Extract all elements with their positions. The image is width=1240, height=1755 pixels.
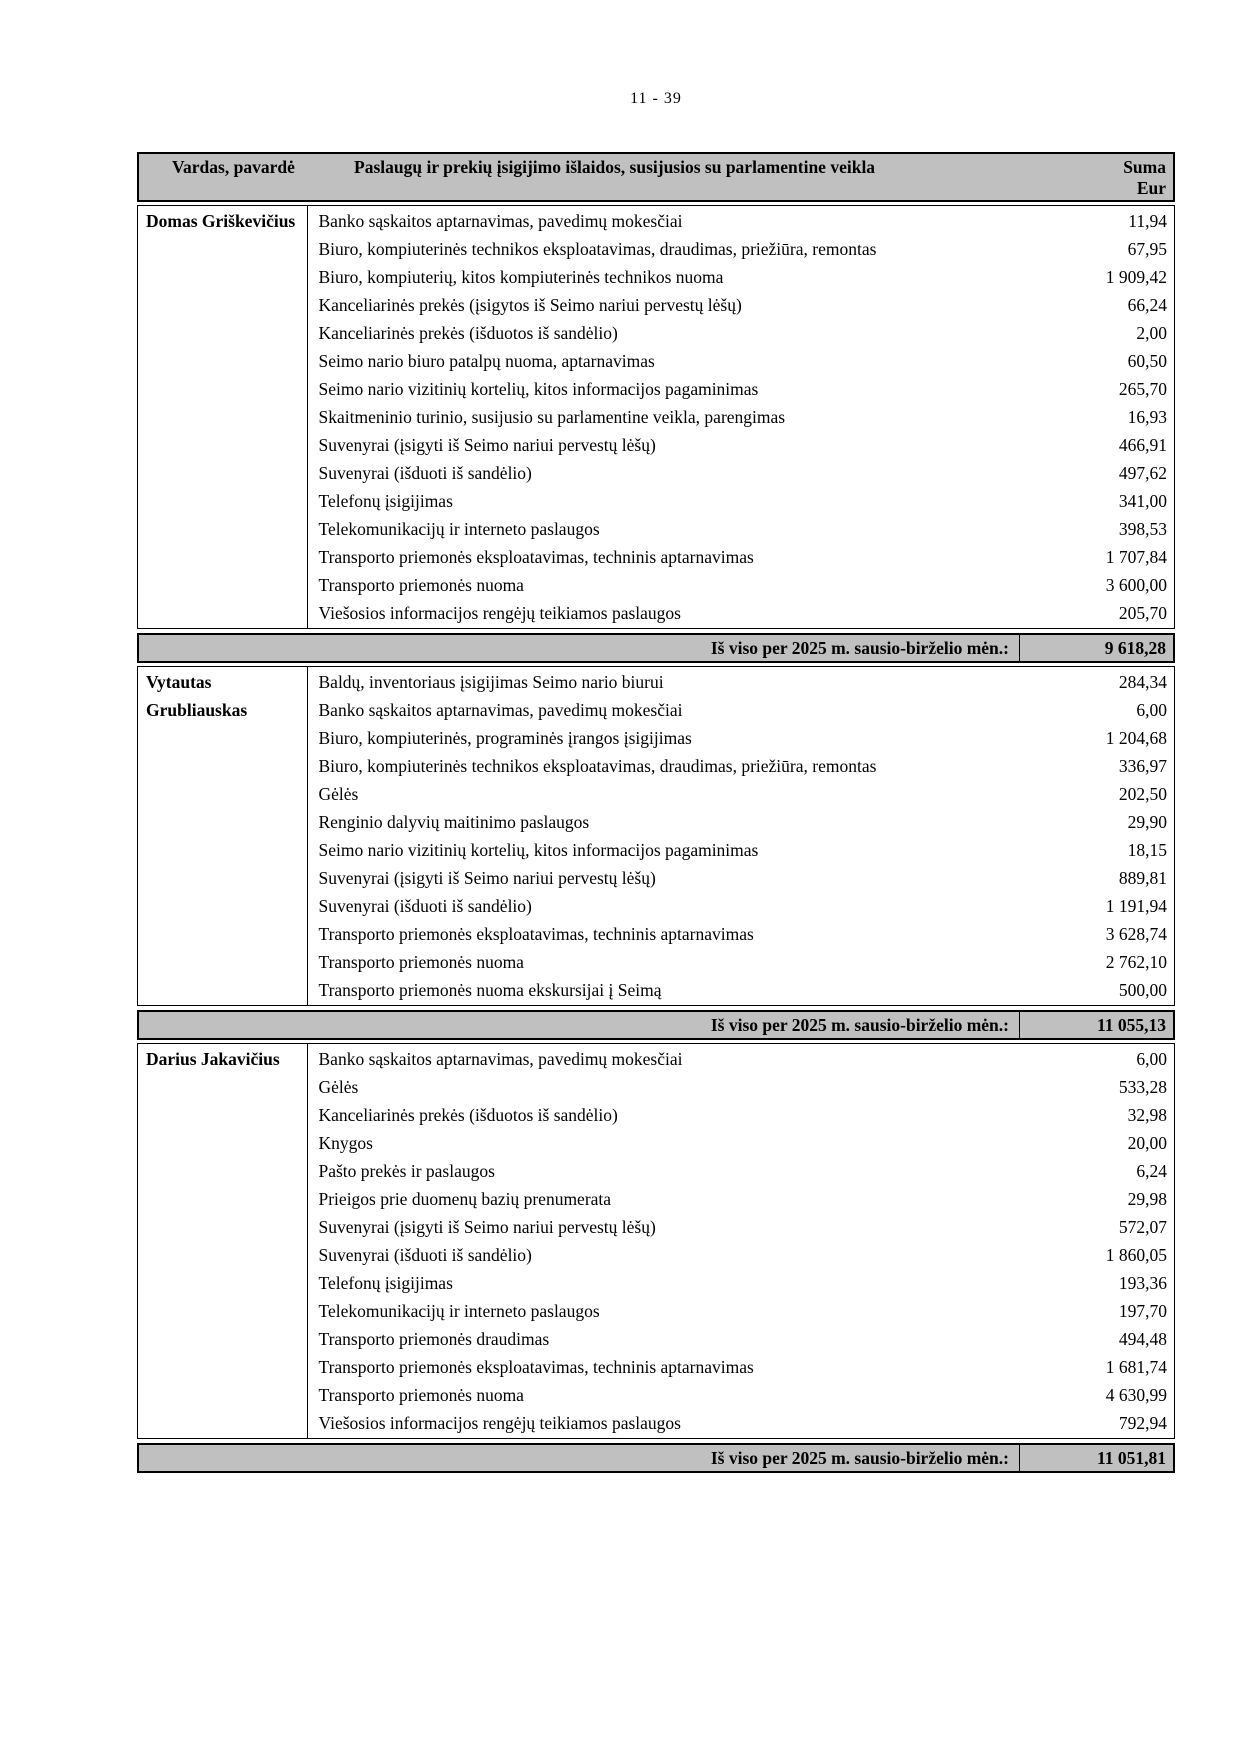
member-name-line: Vytautas [146, 672, 212, 692]
section-body [137, 205, 1175, 629]
section-total-label: Iš viso per 2025 m. sausio-birželio mėn.: [139, 635, 1020, 661]
member-name-line: Grubliauskas [146, 700, 248, 720]
page-number: 11 - 39 [630, 90, 682, 107]
expense-amount: 29,98 [1127, 1189, 1167, 1209]
header-sum-line2: Eur [1136, 178, 1166, 198]
header-expenses-column: Paslaugų ir prekių įsigijimo išlaidos, susijusios su parlamentine veikla [354, 157, 876, 177]
expense-description: Prieigos prie duomenų bazių prenumerata [318, 1189, 612, 1209]
expense-row [310, 543, 1175, 571]
expense-row [310, 487, 1175, 515]
table-sections [137, 202, 1175, 1473]
expense-row [310, 1129, 1175, 1157]
section-total-value: 11 055,13 [1096, 1015, 1166, 1035]
expense-amount: 3 628,74 [1105, 924, 1167, 944]
expense-description: Telekomunikacijų ir interneto paslaugos [318, 1301, 600, 1321]
expense-amount: 1 204,68 [1105, 728, 1167, 748]
expense-amount: 1 860,05 [1105, 1245, 1167, 1265]
expense-amount: 4 630,99 [1105, 1385, 1167, 1405]
section-body [137, 1043, 1175, 1439]
expense-row [310, 1325, 1175, 1353]
expense-row [310, 1269, 1175, 1297]
expense-description: Skaitmeninio turinio, susijusio su parlamentine veikla, parengimas [318, 407, 786, 427]
expense-amount: 792,94 [1118, 1413, 1167, 1433]
expense-description: Gėlės [318, 784, 359, 804]
section-total-row [137, 1443, 1175, 1473]
expense-row [310, 780, 1175, 808]
expense-row [310, 836, 1175, 864]
expense-description: Suvenyrai (išduoti iš sandėlio) [318, 896, 532, 916]
expense-row [310, 1157, 1175, 1185]
expense-amount: 197,70 [1118, 1301, 1167, 1321]
expense-section [137, 666, 1175, 1040]
expense-description: Pašto prekės ir paslaugos [318, 1161, 495, 1181]
expense-table [137, 152, 1175, 1473]
expense-amount: 572,07 [1118, 1217, 1167, 1237]
expense-row [310, 892, 1175, 920]
expense-row [310, 1353, 1175, 1381]
expense-section [137, 205, 1175, 663]
expense-description: Biuro, kompiuterių, kitos kompiuterinės technikos nuoma [318, 267, 724, 287]
expense-amount: 193,36 [1118, 1273, 1167, 1293]
expense-description: Biuro, kompiuterinės technikos eksploatavimas, draudimas, priežiūra, remontas [318, 756, 877, 776]
expense-row [310, 1185, 1175, 1213]
expense-row [310, 1381, 1175, 1409]
section-total-label: Iš viso per 2025 m. sausio-birželio mėn.: [139, 1012, 1020, 1038]
expense-amount: 18,15 [1127, 840, 1167, 860]
expense-description: Seimo nario vizitinių kortelių, kitos informacijos pagaminimas [318, 840, 759, 860]
expense-amount: 2 762,10 [1105, 952, 1167, 972]
expense-row [310, 1297, 1175, 1325]
expense-description: Biuro, kompiuterinės, programinės įrangos įsigijimas [318, 728, 692, 748]
expense-row [310, 1073, 1175, 1101]
expense-row [310, 599, 1175, 627]
expense-row [310, 724, 1175, 752]
expense-amount: 20,00 [1127, 1133, 1167, 1153]
member-name [138, 667, 308, 1005]
expense-description: Banko sąskaitos aptarnavimas, pavedimų mokesčiai [318, 211, 683, 231]
expense-row [310, 375, 1175, 403]
section-body [137, 666, 1175, 1006]
expense-row [310, 668, 1175, 696]
expense-description: Knygos [318, 1133, 373, 1153]
expense-amount: 500,00 [1118, 980, 1167, 1000]
header-name-column: Vardas, pavardė [172, 157, 295, 177]
expense-amount: 1 909,42 [1105, 267, 1167, 287]
section-total-row [137, 633, 1175, 663]
table-header-row [137, 152, 1175, 202]
expense-row [310, 808, 1175, 836]
expense-row [310, 1045, 1175, 1073]
expense-amount: 6,24 [1136, 1161, 1167, 1181]
expense-row [310, 752, 1175, 780]
expense-description: Viešosios informacijos rengėjų teikiamos paslaugos [318, 1413, 681, 1433]
expense-amount: 67,95 [1127, 239, 1167, 259]
expense-amount: 533,28 [1118, 1077, 1167, 1097]
expense-row [310, 1241, 1175, 1269]
expense-row [310, 515, 1175, 543]
expense-row [310, 948, 1175, 976]
expense-amount: 466,91 [1118, 435, 1167, 455]
expense-row [310, 1409, 1175, 1437]
header-sum-line1: Suma [1123, 157, 1166, 177]
expense-description: Suvenyrai (įsigyti iš Seimo nariui pervestų lėšų) [318, 868, 656, 888]
expense-rows [310, 206, 1175, 628]
expense-row [310, 319, 1175, 347]
expense-description: Banko sąskaitos aptarnavimas, pavedimų mokesčiai [318, 1049, 683, 1069]
expense-amount: 16,93 [1127, 407, 1167, 427]
expense-amount: 205,70 [1118, 603, 1167, 623]
expense-description: Transporto priemonės eksploatavimas, techninis aptarnavimas [318, 924, 754, 944]
expense-amount: 889,81 [1118, 868, 1167, 888]
header-sum-column [1123, 157, 1166, 199]
expense-row [310, 431, 1175, 459]
expense-description: Transporto priemonės nuoma ekskursijai į Seimą [318, 980, 662, 1000]
section-total-value: 11 051,81 [1096, 1448, 1166, 1468]
expense-row [310, 571, 1175, 599]
expense-amount: 66,24 [1127, 295, 1167, 315]
expense-description: Banko sąskaitos aptarnavimas, pavedimų mokesčiai [318, 700, 683, 720]
expense-amount: 494,48 [1118, 1329, 1167, 1349]
expense-description: Baldų, inventoriaus įsigijimas Seimo nario biurui [318, 672, 664, 692]
expense-description: Gėlės [318, 1077, 359, 1097]
expense-rows [310, 1044, 1175, 1438]
expense-description: Transporto priemonės nuoma [318, 952, 524, 972]
expense-description: Kanceliarinės prekės (išduotos iš sandėlio) [318, 1105, 618, 1125]
expense-description: Suvenyrai (įsigyti iš Seimo nariui pervestų lėšų) [318, 435, 656, 455]
expense-amount: 11,94 [1128, 211, 1167, 231]
expense-row [310, 263, 1175, 291]
expense-description: Transporto priemonės nuoma [318, 1385, 524, 1405]
section-total-value: 9 618,28 [1104, 638, 1166, 658]
expense-amount: 6,00 [1136, 700, 1167, 720]
expense-row [310, 1101, 1175, 1129]
expense-description: Transporto priemonės eksploatavimas, techninis aptarnavimas [318, 1357, 754, 1377]
expense-description: Transporto priemonės draudimas [318, 1329, 550, 1349]
expense-description: Viešosios informacijos rengėjų teikiamos paslaugos [318, 603, 681, 623]
expense-description: Transporto priemonės eksploatavimas, techninis aptarnavimas [318, 547, 754, 567]
expense-amount: 60,50 [1127, 351, 1167, 371]
expense-row [310, 403, 1175, 431]
expense-amount: 3 600,00 [1105, 575, 1167, 595]
expense-description: Suvenyrai (išduoti iš sandėlio) [318, 1245, 532, 1265]
expense-row [310, 347, 1175, 375]
member-name [138, 1044, 308, 1438]
expense-description: Telefonų įsigijimas [318, 1273, 453, 1293]
expense-amount: 284,34 [1118, 672, 1167, 692]
expense-row [310, 459, 1175, 487]
expense-amount: 341,00 [1118, 491, 1167, 511]
expense-description: Biuro, kompiuterinės technikos eksploatavimas, draudimas, priežiūra, remontas [318, 239, 877, 259]
expense-description: Suvenyrai (įsigyti iš Seimo nariui pervestų lėšų) [318, 1217, 656, 1237]
expense-amount: 497,62 [1118, 463, 1167, 483]
expense-row [310, 864, 1175, 892]
member-name-line: Domas Griškevičius [146, 211, 296, 231]
expense-description: Kanceliarinės prekės (išduotos iš sandėlio) [318, 323, 618, 343]
expense-row [310, 291, 1175, 319]
expense-amount: 336,97 [1118, 756, 1167, 776]
expense-row [310, 696, 1175, 724]
expense-description: Seimo nario biuro patalpų nuoma, aptarnavimas [318, 351, 655, 371]
expense-amount: 398,53 [1118, 519, 1167, 539]
expense-amount: 29,90 [1127, 812, 1167, 832]
expense-row [310, 1213, 1175, 1241]
expense-description: Telefonų įsigijimas [318, 491, 453, 511]
expense-description: Suvenyrai (išduoti iš sandėlio) [318, 463, 532, 483]
expense-description: Renginio dalyvių maitinimo paslaugos [318, 812, 590, 832]
expense-description: Seimo nario vizitinių kortelių, kitos informacijos pagaminimas [318, 379, 759, 399]
expense-amount: 202,50 [1118, 784, 1167, 804]
expense-row [310, 207, 1175, 235]
section-total-row [137, 1010, 1175, 1040]
expense-row [310, 976, 1175, 1004]
expense-row [310, 920, 1175, 948]
member-name-line: Darius Jakavičius [146, 1049, 280, 1069]
expense-amount: 1 707,84 [1105, 547, 1167, 567]
expense-amount: 1 681,74 [1105, 1357, 1167, 1377]
expense-row [310, 235, 1175, 263]
member-name [138, 206, 308, 628]
expense-amount: 6,00 [1136, 1049, 1167, 1069]
expense-description: Transporto priemonės nuoma [318, 575, 524, 595]
expense-amount: 1 191,94 [1105, 896, 1167, 916]
expense-section [137, 1043, 1175, 1473]
expense-rows [310, 667, 1175, 1005]
section-total-label: Iš viso per 2025 m. sausio-birželio mėn.: [139, 1445, 1020, 1471]
expense-description: Kanceliarinės prekės (įsigytos iš Seimo nariui pervestų lėšų) [318, 295, 742, 315]
expense-amount: 32,98 [1127, 1105, 1167, 1125]
expense-amount: 265,70 [1118, 379, 1167, 399]
expense-description: Telekomunikacijų ir interneto paslaugos [318, 519, 600, 539]
expense-amount: 2,00 [1136, 323, 1167, 343]
